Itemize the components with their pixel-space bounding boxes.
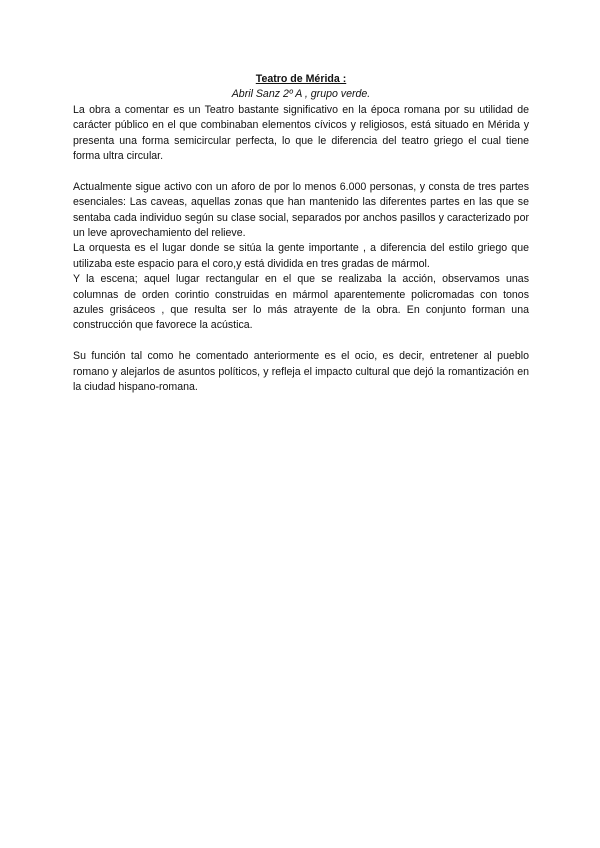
author-line: Abril Sanz 2º A , grupo verde. — [231, 88, 371, 101]
document-body — [73, 72, 529, 396]
document-title: Teatro de Mérida : — [255, 73, 347, 85]
paragraph-funcion: Su función tal como he comentado anteriormente es el ocio, es decir, entretener al pueblo romano y alejarlos de asuntos políticos, y refleja el impacto cultural que dejó la romantización en la ciudad hispano-romana. — [73, 350, 529, 394]
paragraph-escena: Y la escena; aquel lugar rectangular en el que se realizaba la acción, observamos unas columnas de orden corintio construidas en mármol aparentemente policromadas con tonos azules grisáceos , que resulta ser lo más atrayente de la obra. En conjunto forman una construcción que favorece la acústica. — [73, 273, 529, 332]
paragraph-spacer — [73, 164, 529, 179]
paragraph-caveas: Actualmente sigue activo con un aforo de por lo menos 6.000 personas, y consta de tres partes esenciales: Las caveas, aquellas zonas que han mantenido las diferentes partes en las que se sentaba cada individuo según su clase social, separados por anchos pasillos y caracterizado por un leve aprovechamiento del relieve. — [73, 180, 529, 240]
paragraph-introduction: La obra a comentar es un Teatro bastante significativo en la época romana por su utilidad de carácter público en el que combinaban elementos cívicos y religiosos, está situado en Mérida y presenta una forma semicircular perfecta, lo que le diferencia del teatro griego el cual tiene forma ultra circular. — [73, 103, 529, 163]
paragraph-orquesta: La orquesta es el lugar donde se sitúa la gente importante , a diferencia del estilo griego que utilizaba este espacio para el coro,y está dividida en tres gradas de mármol. — [73, 242, 529, 270]
paragraph-spacer — [73, 334, 529, 349]
